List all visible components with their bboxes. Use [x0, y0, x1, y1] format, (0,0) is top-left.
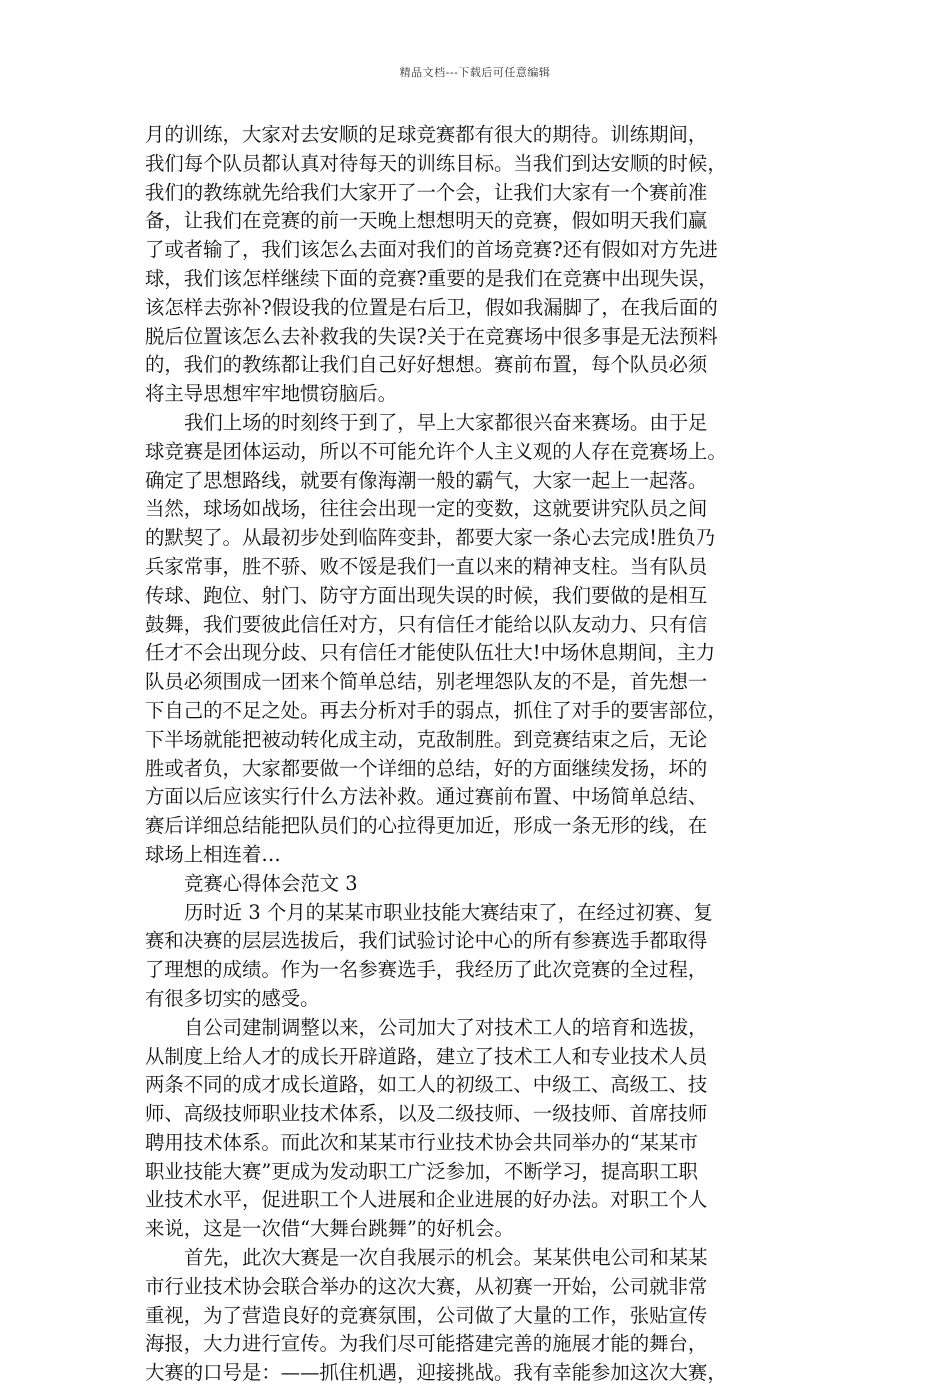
text-line: 首先，此次大赛是一次自我展示的机会。某某供电公司和某某 [184, 1246, 708, 1270]
text-line: 传球、跑位、射门、防守方面出现失误的时候，我们要做的是相互 [145, 583, 708, 607]
text-line: 大赛的口号是：——抓住机遇，迎接挑战。我有幸能参加这次大赛， [145, 1361, 727, 1385]
text-line: 海报，大力进行宣传。为我们尽可能搭建完善的施展才能的舞台， [145, 1332, 708, 1356]
text-line: 该怎样去弥补?假设我的位置是右后卫，假如我漏脚了，在我后面的 [145, 295, 718, 319]
text-line: 了理想的成绩。作为一名参赛选手，我经历了此次竞赛的全过程， [145, 958, 708, 982]
text-line: 从制度上给人才的成长开辟道路，建立了技术工人和专业技术人员 [145, 1044, 708, 1068]
text-line: 的默契了。从最初步处到临阵变卦，都要大家一条心去完成!胜负乃 [145, 526, 716, 550]
text-line: 任才不会出现分歧、只有信任才能使队伍壮大!中场休息期间，主力 [145, 641, 716, 665]
text-line: 球竞赛是团体运动，所以不可能允许个人主义观的人存在竞赛场上。 [145, 439, 727, 463]
text-line: 我们上场的时刻终于到了，早上大家都很兴奋来赛场。由于足 [184, 410, 708, 434]
text-line: 的，我们的教练都让我们自己好好想想。赛前布置，每个队员必须 [145, 353, 708, 377]
text-line: 方面以后应该实行什么方法补救。通过赛前布置、中场简单总结、 [145, 785, 708, 809]
text-line: 下半场就能把被动转化成主动，克敌制胜。到竞赛结束之后，无论 [145, 727, 708, 751]
text-line: 兵家常事，胜不骄、败不馁是我们一直以来的精神支柱。当有队员 [145, 554, 708, 578]
text-line: 历时近 3 个月的某某市职业技能大赛结束了，在经过初赛、复 [184, 900, 713, 924]
text-line: 将主导思想牢牢地惯窃脑后。 [145, 382, 398, 406]
text-line: 备，让我们在竞赛的前一天晚上想想明天的竞赛，假如明天我们赢 [145, 209, 708, 233]
text-line: 业技术水平，促进职工个人进展和企业进展的好办法。对职工个人 [145, 1188, 708, 1212]
text-line: 我们每个队员都认真对待每天的训练目标。当我们到达安顺的时候， [145, 151, 727, 175]
text-line: 职业技能大赛”更成为发动职工广泛参加，不断学习，提高职工职 [145, 1159, 698, 1183]
page-header: 精品文档---下载后可任意编辑 [399, 66, 551, 79]
text-line: 脱后位置该怎么去补救我的失误?关于在竞赛场中很多事是无法预料 [145, 324, 718, 348]
text-line: 自公司建制调整以来，公司加大了对技术工人的培育和选拔， [184, 1015, 708, 1039]
text-line: 我们的教练就先给我们大家开了一个会，让我们大家有一个赛前准 [145, 180, 708, 204]
text-line: 有很多切实的感受。 [145, 986, 320, 1010]
text-line: 赛和决赛的层层选拔后，我们试验讨论中心的所有参赛选手都取得 [145, 929, 708, 953]
text-line: 师、高级技师职业技术体系，以及二级技师、一级技师、首席技师 [145, 1102, 708, 1126]
text-line: 球场上相连着… [145, 842, 281, 866]
text-line: 球，我们该怎样继续下面的竞赛?重要的是我们在竞赛中出现失误， [145, 266, 718, 290]
text-line: 确定了思想路线，就要有像海潮一般的霸气，大家一起上一起落。 [145, 468, 708, 492]
text-line: 当然，球场如战场，往往会出现一定的变数，这就要讲究队员之间 [145, 497, 708, 521]
text-line: 重视，为了营造良好的竞赛氛围，公司做了大量的工作，张贴宣传 [145, 1303, 708, 1327]
text-line: 月的训练，大家对去安顺的足球竞赛都有很大的期待。训练期间， [145, 123, 708, 146]
text-line: 竞赛心得体会范文 3 [184, 871, 358, 895]
document-body [145, 121, 825, 1388]
text-line: 队员必须围成一团来个简单总结，别老埋怨队友的不是，首先想一 [145, 670, 708, 694]
text-line: 聘用技术体系。而此次和某某市行业技术协会共同举办的“某某市 [145, 1130, 698, 1154]
text-line: 赛后详细总结能把队员们的心拉得更加近，形成一条无形的线，在 [145, 814, 708, 838]
text-line: 胜或者负，大家都要做一个详细的总结，好的方面继续发扬，坏的 [145, 756, 708, 780]
text-line: 来说，这是一次借“大舞台跳舞”的好机会。 [145, 1217, 514, 1241]
text-line: 鼓舞，我们要彼此信任对方，只有信任才能给以队友动力、只有信 [145, 612, 708, 636]
text-line: 下自己的不足之处。再去分析对手的弱点，抓住了对手的要害部位， [145, 698, 727, 722]
text-line: 了或者输了，我们该怎么去面对我们的首场竞赛?还有假如对方先进 [145, 238, 718, 262]
text-line: 两条不同的成才成长道路，如工人的初级工、中级工、高级工、技 [145, 1073, 708, 1097]
text-line: 市行业技术协会联合举办的这次大赛，从初赛一开始，公司就非常 [145, 1274, 708, 1298]
